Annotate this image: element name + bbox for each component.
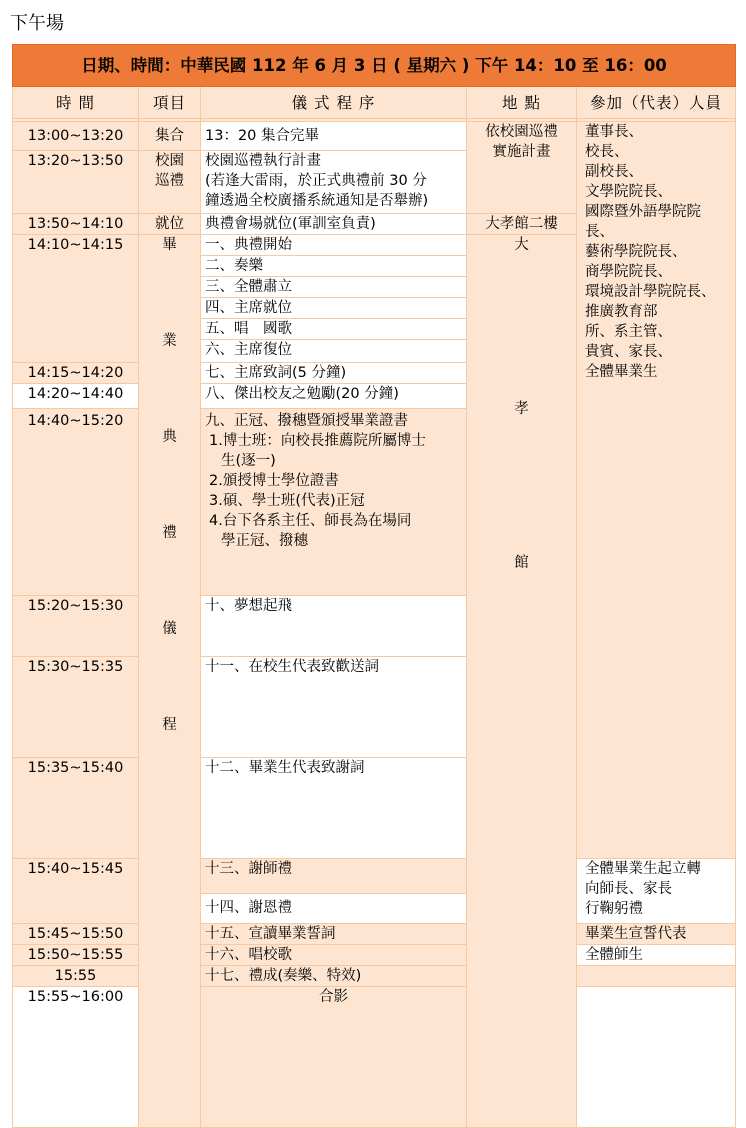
- program-cell: 十六、唱校歌: [201, 945, 467, 966]
- program-step: 一、典禮開始: [201, 235, 466, 256]
- time-cell: 15:35~15:40: [13, 758, 139, 859]
- program-cell-double: [201, 859, 467, 924]
- program-cell: 典禮會場就位(軍訓室負責): [201, 214, 467, 235]
- date-time-banner: 日期、時間：中華民國 112 年 6 月 3 日 ( 星期六 ) 下午 14：10 至 16：00: [13, 45, 736, 87]
- time-cell: 15:55: [13, 966, 139, 987]
- program-cell: 七、主席致詞(5 分鐘): [201, 363, 467, 384]
- ceremony-char: 禮: [162, 525, 177, 541]
- item-cell: 合影: [201, 987, 467, 1128]
- header-participants: 參加（代表）人員: [577, 87, 736, 119]
- time-cell: 15:40~15:45: [13, 859, 139, 924]
- time-cell: 14:20~14:40: [13, 384, 139, 409]
- program-line: 鐘透過全校廣播系統通知是否舉辦): [205, 193, 429, 209]
- program-cell: [201, 151, 467, 214]
- program-line: 生(逐一): [221, 453, 276, 469]
- time-cell: 14:10~14:15: [13, 235, 139, 363]
- participant-line: 長、: [585, 224, 614, 240]
- participant-line: 全體畢業生起立轉: [585, 861, 701, 877]
- program-line: 十三、謝師禮: [201, 859, 466, 894]
- location-line: 實施計畫: [492, 144, 551, 160]
- participant-line: 所、系主管、: [585, 324, 672, 340]
- time-cell: 15:55~16:00: [13, 987, 139, 1128]
- header-program: 儀 式 程 序: [201, 87, 467, 119]
- participant-line: 推廣教育部: [585, 304, 658, 320]
- time-cell: 15:30~15:35: [13, 657, 139, 758]
- page-heading: 下午場: [10, 13, 64, 34]
- location-cell-hall-2f: 大孝館二樓: [467, 214, 577, 235]
- header-location: 地 點: [467, 87, 577, 119]
- time-cell: 15:50~15:55: [13, 945, 139, 966]
- program-line: 3.碩、學士班(代表)正冠: [209, 493, 365, 509]
- program-step: 二、奏樂: [201, 256, 466, 277]
- program-steps-cell: [201, 235, 467, 363]
- time-cell: 14:40~15:20: [13, 409, 139, 596]
- program-cell-empty: [577, 987, 736, 1128]
- participants-cell: 全體師生: [577, 945, 736, 966]
- program-line: 學正冠、撥穗: [221, 533, 308, 549]
- participant-line: 國際暨外語學院院: [585, 204, 701, 220]
- program-cell: 十一、在校生代表致歡送詞: [201, 657, 467, 758]
- participant-line: 商學院院長、: [585, 264, 672, 280]
- participant-line: 行鞠躬禮: [585, 901, 643, 917]
- program-cell: 十二、畢業生代表致謝詞: [201, 758, 467, 859]
- location-line: 依校園巡禮: [485, 124, 558, 140]
- location-cell-hall: [467, 235, 577, 1128]
- program-step: 六、主席復位: [205, 342, 292, 358]
- program-cell: 十五、宣讀畢業誓詞: [201, 924, 467, 945]
- program-line: 2.頒授博士學位證書: [209, 473, 339, 489]
- participants-cell: 畢業生宣誓代表: [577, 924, 736, 945]
- participants-cell: [577, 859, 736, 924]
- hall-char: 孝: [514, 401, 529, 417]
- program-step: 四、主席就位: [201, 298, 466, 319]
- program-line: 1.博士班：向校長推薦院所屬博士: [209, 433, 426, 449]
- participant-line: 貴賓、家長、: [585, 344, 672, 360]
- program-line: 校園巡禮執行計畫: [205, 153, 321, 169]
- ceremony-vertical-cell: [139, 235, 201, 1128]
- item-cell: 集合: [139, 122, 201, 151]
- program-cell: 13：20 集合完畢: [201, 122, 467, 151]
- time-cell: 13:50~14:10: [13, 214, 139, 235]
- program-cell: 八、傑出校友之勉勵(20 分鐘): [201, 384, 467, 409]
- participant-line: 董事長、: [585, 124, 643, 140]
- location-cell-tour: [467, 122, 577, 214]
- program-line: 九、正冠、撥穗暨頒授畢業證書: [205, 413, 408, 429]
- participant-line: 環境設計學院院長、: [585, 284, 716, 300]
- item-cell: 就位: [139, 214, 201, 235]
- time-cell: 13:00~13:20: [13, 122, 139, 151]
- hall-char: 大: [514, 237, 529, 253]
- ceremony-char: 儀: [162, 621, 177, 637]
- participant-line: 文學院院長、: [585, 184, 672, 200]
- item-line: 巡禮: [155, 173, 184, 189]
- program-line: 4.台下各系主任、師長為在場同: [209, 513, 412, 529]
- ceremony-char: 業: [162, 333, 177, 349]
- header-time: 時 間: [13, 87, 139, 119]
- program-step: 五、唱 國歌: [201, 319, 466, 340]
- header-item: 項目: [139, 87, 201, 119]
- participant-line: 全體畢業生: [585, 364, 658, 380]
- time-cell: 13:20~13:50: [13, 151, 139, 214]
- program-cell: 十、夢想起飛: [201, 596, 467, 657]
- program-line: (若逢大雷雨，於正式典禮前 30 分: [205, 173, 427, 189]
- participants-cell-empty: [577, 966, 736, 987]
- participant-line: 副校長、: [585, 164, 643, 180]
- program-line: 十四、謝恩禮: [201, 894, 466, 923]
- participant-line: 向師長、家長: [585, 881, 672, 897]
- item-line: 校園: [155, 153, 184, 169]
- time-cell: 15:45~15:50: [13, 924, 139, 945]
- participant-line: 藝術學院院長、: [585, 244, 687, 260]
- ceremony-schedule-table: [12, 44, 736, 1128]
- hall-char: 館: [514, 555, 529, 571]
- program-step: 三、全體肅立: [201, 277, 466, 298]
- item-cell: [139, 151, 201, 214]
- program-cell: [201, 409, 467, 596]
- ceremony-char: 程: [162, 717, 177, 733]
- participants-main-cell: [577, 122, 736, 859]
- participant-line: 校長、: [585, 144, 629, 160]
- time-cell: 14:15~14:20: [13, 363, 139, 384]
- program-cell: 十七、禮成(奏樂、特效): [201, 966, 467, 987]
- time-cell: 15:20~15:30: [13, 596, 139, 657]
- ceremony-char: 畢: [162, 237, 177, 253]
- ceremony-char: 典: [162, 429, 177, 445]
